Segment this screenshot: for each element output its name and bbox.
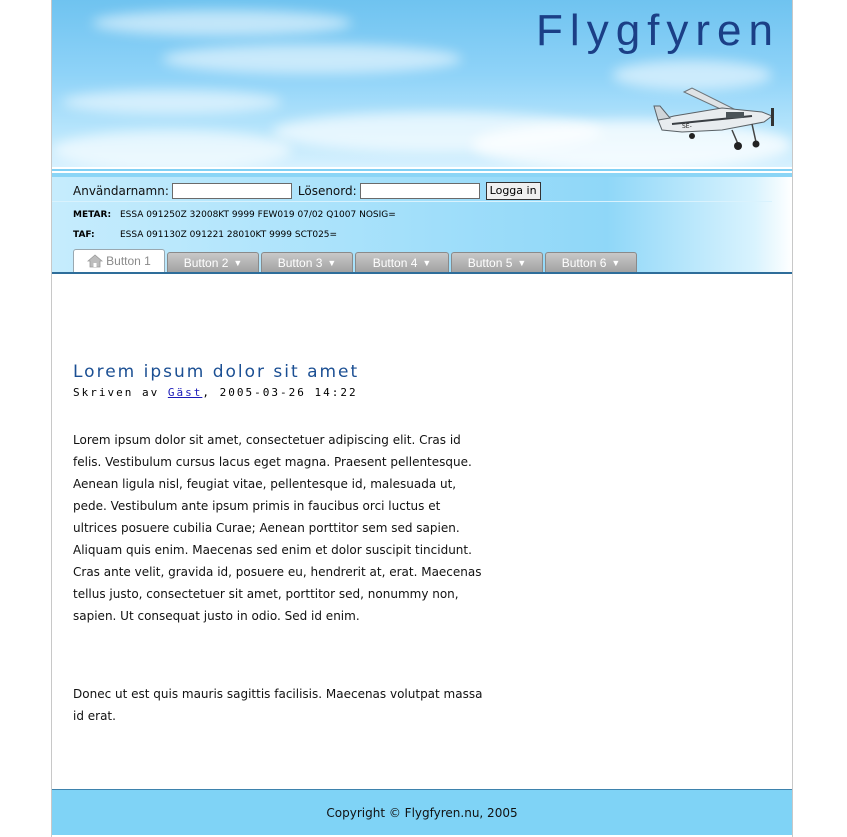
footer — [52, 789, 792, 835]
taf-value: ESSA 091130Z 091221 28010KT 9999 SCT025= — [120, 230, 338, 240]
tab-button-4[interactable] — [355, 252, 449, 272]
login-weather-band — [52, 177, 792, 272]
tab-button-5[interactable] — [451, 252, 543, 272]
tab-label: Button 5 — [467, 255, 513, 270]
chevron-down-icon: ▼ — [611, 257, 621, 268]
cloud-shape — [162, 44, 462, 74]
password-input[interactable] — [360, 183, 480, 199]
login-button[interactable]: Logga in — [486, 182, 541, 200]
tab-button-1[interactable] — [73, 249, 165, 272]
password-label: Lösenord: — [297, 184, 357, 198]
tab-button-3[interactable] — [261, 252, 353, 272]
cloud-shape — [92, 10, 352, 36]
home-icon — [87, 254, 103, 268]
author-link[interactable]: Gäst — [167, 386, 203, 399]
taf-row — [73, 230, 337, 240]
nav-tabs — [73, 249, 639, 272]
tab-label: Button 4 — [372, 255, 418, 270]
meta-prefix: Skriven av — [73, 386, 168, 399]
metar-label: METAR: — [73, 210, 112, 220]
tab-button-6[interactable] — [545, 252, 637, 272]
username-label: Användarnamn: — [73, 184, 169, 198]
username-input[interactable] — [172, 183, 292, 199]
tab-label: Button 1 — [106, 254, 151, 268]
nav-bottom-border — [52, 272, 792, 274]
airplane-icon — [652, 86, 782, 154]
svg-text:SE-: SE- — [682, 123, 692, 130]
cloud-shape — [62, 90, 282, 114]
metar-value: ESSA 091250Z 32008KT 9999 FEW019 07/02 Q1007 NOSIG= — [120, 210, 396, 220]
post-paragraph: Donec ut est quis mauris sagittis facilisis. Maecenas volutpat massa id erat. — [73, 687, 483, 723]
header-banner — [52, 0, 792, 167]
metar-row — [73, 210, 396, 220]
taf-label: TAF: — [73, 230, 95, 240]
chevron-down-icon: ▼ — [517, 257, 527, 268]
site-logo[interactable]: Flygfyren — [536, 6, 780, 55]
chevron-down-icon: ▼ — [233, 257, 243, 268]
header-divider — [52, 167, 792, 177]
meta-date: , 2005-03-26 14:22 — [202, 386, 358, 399]
tab-label: Button 6 — [561, 255, 607, 270]
band-separator — [52, 201, 772, 202]
chevron-down-icon: ▼ — [327, 257, 337, 268]
post-paragraph: Lorem ipsum dolor sit amet, consectetuer adipiscing elit. Cras id felis. Vestibulum cursus lacus eget magna. Praesent pellentesque. Aenean ligula nisl, feugiat vitae, pellentesque id, malesuada ut, pede. Vestibulum ante ipsum primis in faucibus orci luctus et ultrices posuere cubilia Curae; Aenean porttitor sem sed sapien. Aliquam quis enim. Maecenas sed enim et dolor suscipit tincidunt. Cras ante velit, gravida id, posuere eu, hendrerit at, erat. Maecenas tellus justo, consectetuer sit amet, porttitor sed, nonummy non, sapien. Ut consequat justo in odio. Sed id enim. — [73, 433, 482, 623]
login-form — [73, 182, 541, 200]
page-container — [51, 0, 793, 837]
tab-label: Button 3 — [277, 255, 323, 270]
post-title: Lorem ipsum dolor sit amet — [73, 362, 360, 382]
post-meta — [73, 386, 358, 399]
cloud-shape — [52, 130, 292, 167]
chevron-down-icon: ▼ — [422, 257, 432, 268]
copyright-text: Copyright © Flygfyren.nu, 2005 — [326, 805, 518, 820]
tab-label: Button 2 — [183, 255, 229, 270]
tab-button-2[interactable] — [167, 252, 259, 272]
